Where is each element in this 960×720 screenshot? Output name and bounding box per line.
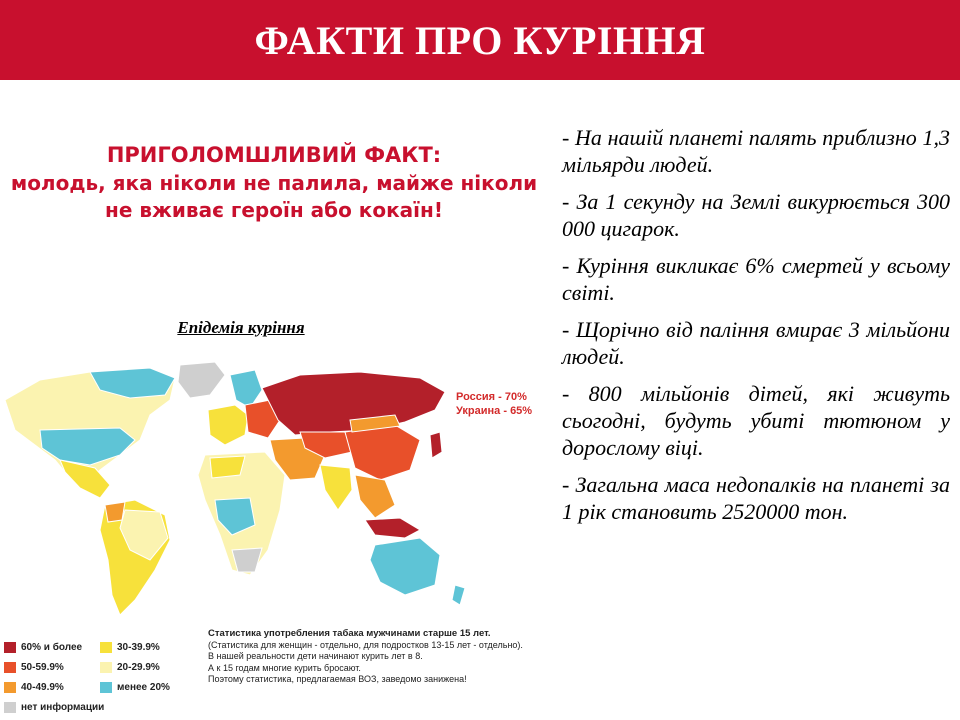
stats-note-line: Поэтому статистика, предлагаемая ВОЗ, заведомо занижена! [208, 674, 467, 684]
facts-list [562, 124, 950, 535]
fact-item: - Куріння викликає 6% смертей у всьому світі. [562, 253, 950, 305]
legend-label: нет информации [21, 702, 105, 713]
stats-note-line: В нашей реальности дети начинают курить лет в 8. [208, 651, 423, 661]
legend-item [4, 682, 64, 693]
map-region-southeast-asia [355, 475, 395, 518]
legend-swatch [100, 662, 112, 673]
slide-title: ФАКТИ ПРО КУРІННЯ [254, 17, 706, 63]
shocking-fact [4, 140, 544, 224]
map-region-india [320, 465, 352, 510]
title-bar [0, 0, 960, 80]
legend-label: 50-59.9% [21, 662, 64, 673]
legend-label: 20-29.9% [117, 662, 160, 673]
legend-swatch [100, 682, 112, 693]
map-title: Епідемія куріння [177, 318, 305, 337]
legend-item [4, 642, 82, 653]
legend-swatch [4, 642, 16, 653]
map-region-indonesia [365, 518, 420, 538]
shocking-fact-text: молодь, яка ніколи не палила, майже ніколи не вживає героїн або кокаїн! [10, 171, 538, 222]
map-region-africa-north [210, 456, 245, 478]
fact-item: - 800 мільйонів дітей, які живуть сьогодні, будуть убиті тютюном у дорослому віці. [562, 381, 950, 460]
stats-note-line: А к 15 годам многие курить бросают. [208, 662, 361, 673]
stats-note-heading: Статистика употребления табака мужчинами старше 15 лет. [208, 628, 491, 639]
legend-swatch [4, 702, 16, 713]
shocking-fact-heading: ПРИГОЛОМШЛИВИЙ ФАКТ: [106, 143, 442, 167]
legend-label: 30-39.9% [117, 642, 160, 653]
callout-russia: Россия - 70% [456, 391, 527, 403]
callout-ukraine: Украина - 65% [456, 405, 533, 417]
map-region-australia [370, 538, 440, 595]
world-map-figure [0, 360, 545, 720]
legend-swatch [4, 682, 16, 693]
legend-label: 60% и более [21, 642, 83, 653]
legend-swatch [4, 662, 16, 673]
map-legend [0, 640, 200, 720]
map-callout [456, 390, 532, 418]
fact-item: - Загальна маса недопалків на планеті за 1 рік становить 2520000 тон. [562, 472, 950, 524]
fact-item: - За 1 секунду на Землі викурюється 300 000 цигарок. [562, 189, 950, 241]
map-region-europe-west [208, 405, 248, 445]
map-region-china [345, 425, 420, 480]
map-region-japan [430, 432, 442, 458]
fact-item: - На нашій планеті палять приблизно 1,3 мільярди людей. [562, 125, 950, 177]
stats-note [208, 628, 538, 686]
legend-label: менее 20% [117, 682, 170, 693]
map-region-greenland [178, 362, 225, 398]
legend-item [100, 682, 170, 693]
legend-item [100, 662, 160, 673]
map-region-new-zealand [452, 585, 465, 605]
legend-item [4, 662, 64, 673]
map-region-colombia [105, 502, 125, 522]
map-region-africa-south [232, 548, 262, 572]
stats-note-line: (Статистика для женщин - отдельно, для подростков 13-15 лет - отдельно). [208, 639, 523, 650]
legend-item [4, 702, 104, 713]
legend-label: 40-49.9% [21, 682, 64, 693]
fact-item: - Щорічно від паління вмирає 3 мільйони людей. [562, 317, 950, 369]
legend-item [100, 642, 160, 653]
legend-swatch [100, 642, 112, 653]
